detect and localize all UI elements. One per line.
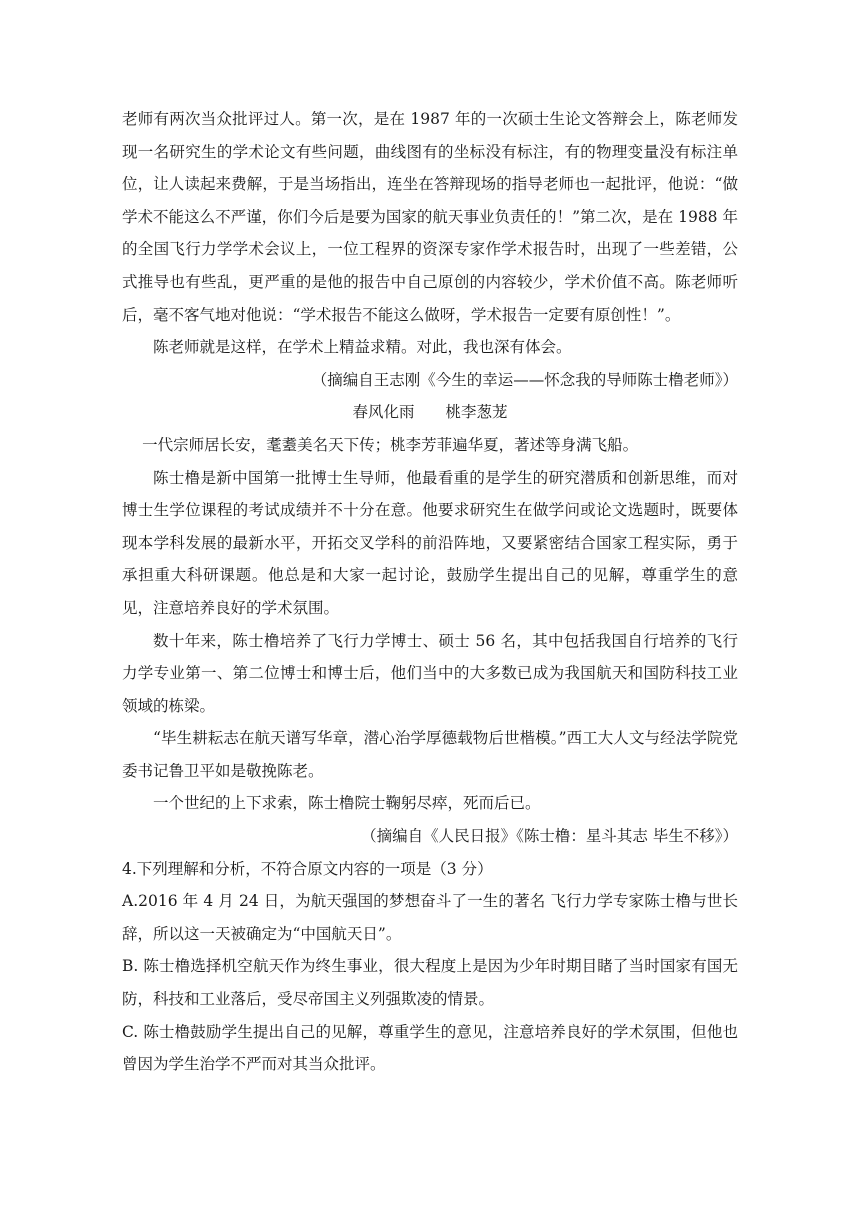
- document-body: [122, 103, 738, 1081]
- paragraph-summary: 陈老师就是这样，在学术上精益求精。对此，我也深有体会。: [153, 338, 572, 357]
- option-a: A.2016 年 4 月 24 日，为航天强国的梦想奋斗了一生的著名 飞行力学专家陈士橹与世长辞，所以这一天被确定为“中国航天日”。: [122, 892, 738, 943]
- source-citation-2: （摘编自《人民日报》《陈士橹：星斗其志 毕生不移》）: [361, 827, 738, 846]
- paragraph-students: 数十年来，陈士橹培养了飞行力学博士、硕士 56 名，其中包括我国自行培养的飞行力学专业第一、第二位博士和博士后，他们当中的大多数已成为我国航天和国防科技工业领域的栋梁。: [122, 631, 738, 715]
- paragraph-criticism: 老师有两次当众批评过人。第一次，是在 1987 年的一次硕士生论文答辩会上，陈老师发现一名研究生的学术论文有些问题，曲线图有的坐标没有标注，有的物理变量没有标注单位，让人读起来费解，于是当场指出，连坐在答辩现场的指导老师也一起批评，他说：“做学术不能这么不严谨，你们今后是要为国家的航天事业负责任的！”第二次，是在 1988 年的全国飞行力学学术会议上，一位工程界的资深专家作学术报告时，出现了一些差错，公式推导也有些乱，更严重的是他的报告中自己原创的内容较少，学术价值不高。陈老师听后，毫不客气地对他说：“学术报告不能这么做呀，学术报告一定要有原创性！”。: [122, 110, 738, 324]
- section-heading: [122, 396, 738, 429]
- section-heading-right: 桃李葱茏: [445, 403, 508, 422]
- paragraph-supervisor: 陈士橹是新中国第一批博士生导师，他最看重的是学生的研究潜质和创新思维，而对博士生学位课程的考试成绩并不十分在意。他要求研究生在做学问或论文选题时，既要体现本学科发展的最新水平，开拓交叉学科的前沿阵地，又要紧密结合国家工程实际，勇于承担重大科研课题。他总是和大家一起讨论，鼓励学生提出自己的见解，尊重学生的意见，注意培养良好的学术氛围。: [122, 468, 738, 617]
- paragraph-elegy: “毕生耕耘志在航天谱写华章，潜心治学厚德载物后世楷模。”西工大人文与经法学院党委书记鲁卫平如是敬挽陈老。: [122, 729, 738, 780]
- section-heading-left: 春风化雨: [352, 403, 415, 422]
- option-b: B. 陈士橹选择机空航天作为终生事业，很大程度上是因为少年时期目睹了当时国家有国无防，科技和工业落后，受尽帝国主义列强欺凌的情景。: [122, 957, 738, 1009]
- question-stem: 4.下列理解和分析，不符合原文内容的一项是（3 分）: [122, 859, 493, 878]
- source-citation-1: （摘编自王志刚《今生的幸运——怀念我的导师陈士橹老师》）: [311, 370, 738, 389]
- paragraph-poem: 一代宗师居长安，耄耋美名天下传；桃李芳菲遍华夏，著述等身满飞船。: [142, 435, 639, 454]
- option-c: C. 陈士橹鼓励学生提出自己的见解，尊重学生的意见，注意培养良好的学术氛围，但他也曾因为学生治学不严而对其当众批评。: [122, 1022, 738, 1074]
- paragraph-conclusion: 一个世纪的上下求索，陈士橹院士鞠躬尽瘁，死而后已。: [153, 794, 541, 813]
